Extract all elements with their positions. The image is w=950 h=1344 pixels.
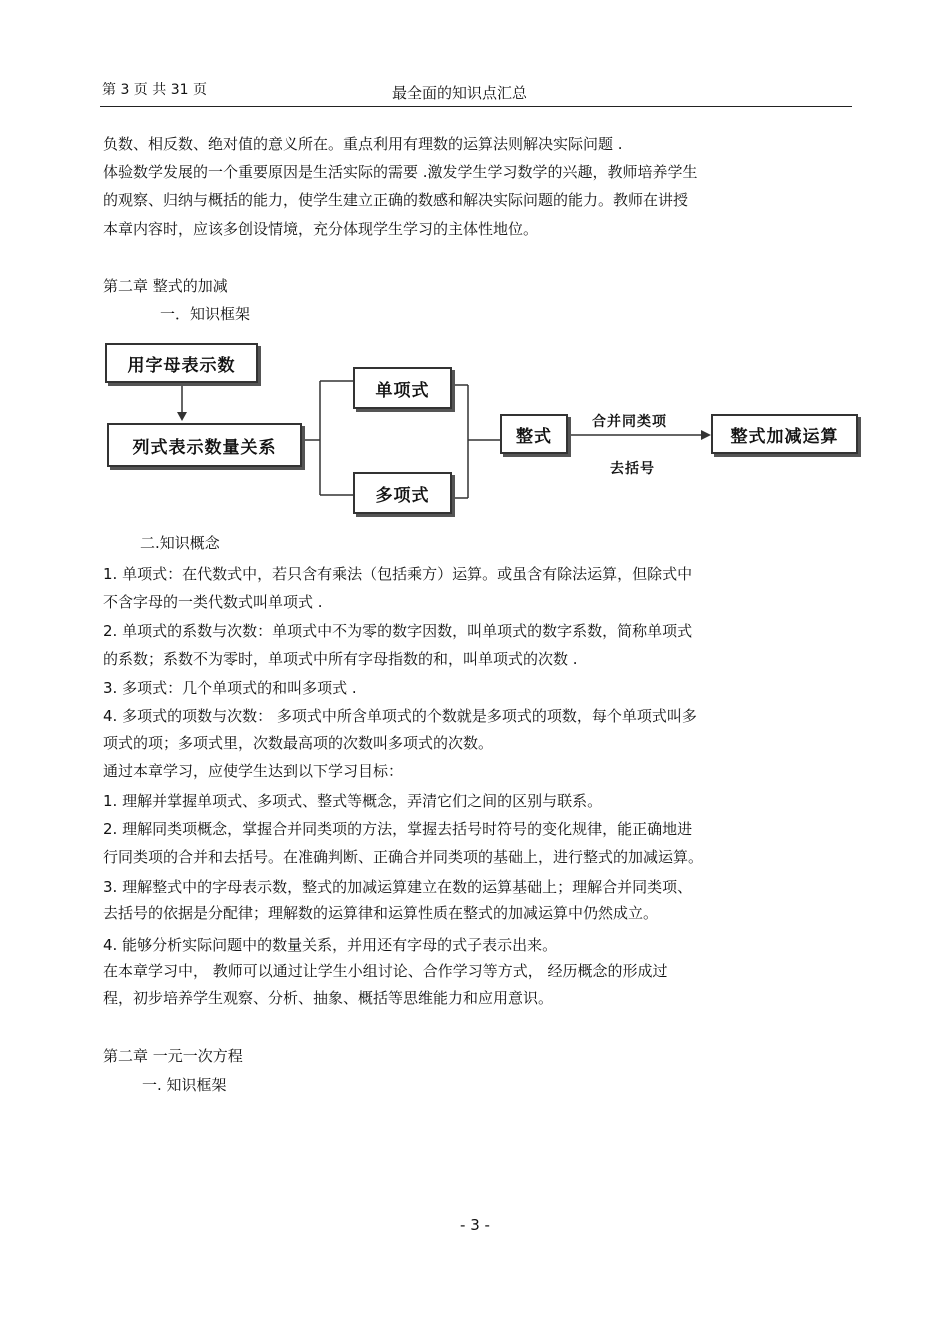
section-label: 一. 知识框架 <box>142 1076 227 1094</box>
intro-line: 体验数学发展的一个重要原因是生活实际的需要 .激发学生学习数学的兴趣，教师培养学生 <box>103 163 698 181</box>
concept-line: 2. 单项式的系数与次数：单项式中不为零的数字因数，叫单项式的数字系数，简称单项式 <box>103 622 693 640</box>
remove-brackets-label: 去括号 <box>610 461 655 477</box>
concept-line: 1. 单项式：在代数式中，若只含有乘法（包括乘方）运算。或虽含有除法运算，但除式中 <box>103 565 693 583</box>
letters-represent-numbers-box: 用字母表示数 <box>105 343 258 383</box>
concept-line: 3. 多项式：几个单项式的和叫多项式 . <box>103 679 357 697</box>
page-number: - 3 - <box>460 1216 490 1234</box>
concept-line: 在本章学习中， 教师可以通过让学生小组讨论、合作学习等方式， 经历概念的形成过 <box>103 962 668 980</box>
integral-expression-box: 整式 <box>500 414 568 454</box>
section-label: 一．知识框架 <box>160 305 251 323</box>
concept-line: 程，初步培养学生观察、分析、抽象、概括等思维能力和应用意识。 <box>103 989 554 1007</box>
concept-line: 3. 理解整式中的字母表示数，整式的加减运算建立在数的运算基础上；理解合并同类项、 <box>103 878 693 896</box>
combine-like-terms-label: 合并同类项 <box>592 414 667 430</box>
concept-line: 项式的项；多项式里，次数最高项的次数叫多项式的次数。 <box>103 734 494 752</box>
chapter-heading: 第二章 整式的加减 <box>103 277 228 295</box>
concept-line: 4. 多项式的项数与次数： 多项式中所含单项式的个数就是多项式的项数，每个单项式叫多 <box>103 707 697 725</box>
concept-line: 不含字母的一类代数式叫单项式 . <box>103 593 323 611</box>
quantity-relation-box: 列式表示数量关系 <box>107 423 302 467</box>
concept-line: 行同类项的合并和去括号。在准确判断、正确合并同类项的基础上，进行整式的加减运算。 <box>103 848 704 866</box>
document-title: 最全面的知识点汇总 <box>392 84 528 102</box>
integral-operation-box: 整式加减运算 <box>711 414 858 454</box>
concept-line: 1. 理解并掌握单项式、多项式、整式等概念，弄清它们之间的区别与联系。 <box>103 792 603 810</box>
intro-line: 本章内容时，应该多创设情境，充分体现学生学习的主体性地位。 <box>103 220 539 238</box>
polynomial-box: 多项式 <box>353 472 452 514</box>
concept-line: 去括号的依据是分配律；理解数的运算律和运算性质在整式的加减运算中仍然成立。 <box>103 904 659 922</box>
concept-line: 2. 理解同类项概念，掌握合并同类项的方法，掌握去括号时符号的变化规律，能正确地进 <box>103 820 693 838</box>
page-info: 第 3 页 共 31 页 <box>102 82 207 98</box>
concept-line: 的系数；系数不为零时，单项式中所有字母指数的和，叫单项式的次数 . <box>103 650 578 668</box>
concept-line: 4. 能够分析实际问题中的数量关系，并用还有字母的式子表示出来。 <box>103 936 558 954</box>
concept-line: 通过本章学习，应使学生达到以下学习目标： <box>103 762 404 780</box>
monomial-box: 单项式 <box>353 367 452 409</box>
intro-line: 的观察、归纳与概括的能力，使学生建立正确的数感和解决实际问题的能力。教师在讲授 <box>103 191 689 209</box>
chapter-heading: 第二章 一元一次方程 <box>103 1047 243 1065</box>
section-label: 二.知识概念 <box>140 534 220 552</box>
intro-line: 负数、相反数、绝对值的意义所在。重点利用有理数的运算法则解决实际问题 . <box>103 135 623 153</box>
